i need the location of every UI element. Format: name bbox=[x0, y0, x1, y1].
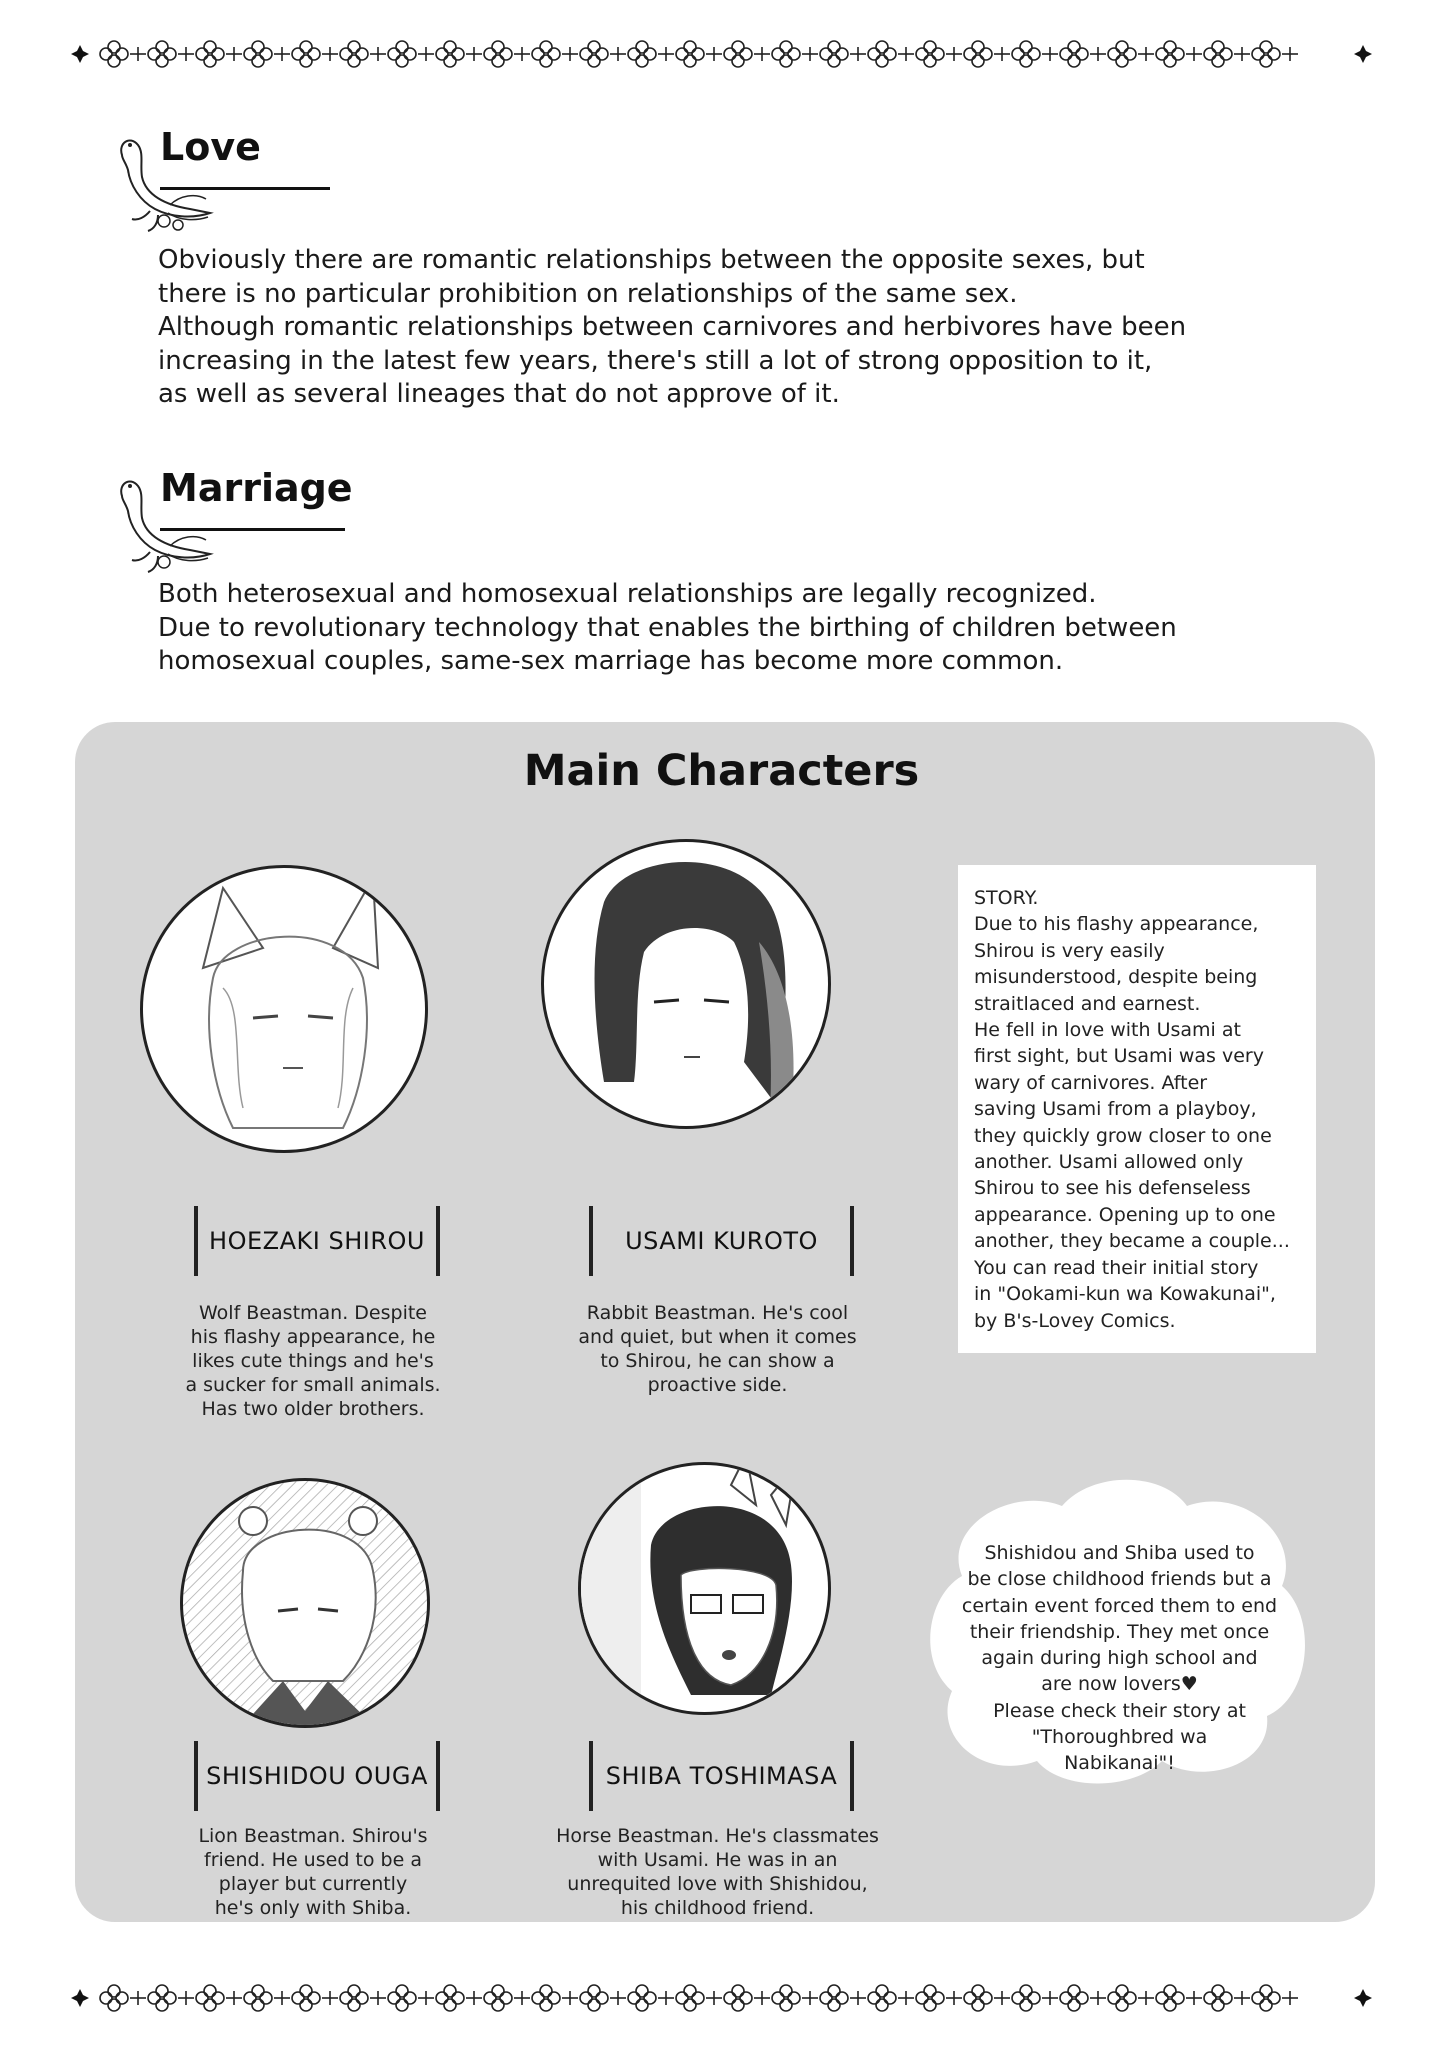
marriage-line: Due to revolutionary technology that enables the birthing of children between bbox=[158, 612, 1177, 643]
ornamental-border-bottom bbox=[70, 1978, 1373, 2018]
story-line: by B's-Lovey Comics. bbox=[974, 1309, 1176, 1332]
description-line: Wolf Beastman. Despite bbox=[199, 1302, 427, 1324]
description-line: he's only with Shiba. bbox=[214, 1897, 412, 1919]
story-line: they quickly grow closer to one bbox=[974, 1124, 1272, 1147]
nameplate-hoezaki-shirou bbox=[194, 1206, 440, 1276]
story-line: straitlaced and earnest. bbox=[974, 992, 1201, 1015]
description-line: a sucker for small animals. bbox=[185, 1374, 441, 1396]
marriage-line: homosexual couples, same-sex marriage has become more common. bbox=[158, 646, 1064, 676]
story-label: STORY. bbox=[974, 887, 1039, 909]
story-line: another. Usami allowed only bbox=[974, 1151, 1244, 1174]
description-line: his childhood friend. bbox=[620, 1897, 815, 1919]
love-line: as well as several lineages that do not approve of it. bbox=[158, 379, 840, 409]
horse-character-illustration bbox=[581, 1465, 828, 1712]
description-line: Has two older brothers. bbox=[201, 1398, 425, 1420]
description-shiba-toshimasa bbox=[530, 1824, 905, 1920]
bubble-line: be close childhood friends but a bbox=[967, 1568, 1272, 1591]
portrait-shishidou-ouga bbox=[180, 1478, 430, 1728]
description-line: proactive side. bbox=[647, 1374, 788, 1396]
description-usami-kuroto bbox=[550, 1301, 885, 1397]
description-shishidou-ouga bbox=[158, 1824, 468, 1920]
story-box bbox=[958, 865, 1316, 1353]
story-line: Due to his flashy appearance, bbox=[974, 913, 1259, 936]
ornamental-border-top bbox=[70, 34, 1373, 74]
bubble-line: "Thoroughbred wa bbox=[1031, 1726, 1208, 1749]
description-line: to Shirou, he can show a bbox=[600, 1350, 835, 1372]
marriage-paragraph bbox=[158, 578, 1338, 679]
description-line: unrequited love with Shishidou, bbox=[567, 1873, 868, 1895]
love-line: Obviously there are romantic relationships between the opposite sexes, but bbox=[158, 245, 1145, 275]
story-line: wary of carnivores. After bbox=[974, 1071, 1208, 1094]
bubble-line: are now lovers♥ bbox=[1041, 1673, 1198, 1696]
portrait-shiba-toshimasa bbox=[578, 1462, 831, 1715]
description-line: friend. He used to be a bbox=[204, 1849, 422, 1871]
bubble-line: their friendship. They met once bbox=[969, 1620, 1270, 1643]
rabbit-character-illustration bbox=[544, 842, 828, 1126]
portrait-hoezaki-shirou bbox=[140, 865, 428, 1153]
story-line: saving Usami from a playboy, bbox=[974, 1098, 1257, 1121]
description-line: his flashy appearance, he bbox=[190, 1326, 436, 1348]
wolf-character-illustration bbox=[143, 868, 425, 1150]
description-line: and quiet, but when it comes bbox=[578, 1326, 857, 1348]
description-line: player but currently bbox=[218, 1873, 408, 1895]
bubble-line: Shishidou and Shiba used to bbox=[984, 1542, 1255, 1564]
bubble-line: Nabikanai"! bbox=[1064, 1752, 1175, 1775]
marriage-heading-underline bbox=[160, 528, 345, 531]
story-line: He fell in love with Usami at bbox=[974, 1019, 1241, 1042]
story-line: in "Ookami-kun wa Kowakunai", bbox=[974, 1283, 1276, 1306]
marriage-heading bbox=[110, 466, 370, 576]
love-heading bbox=[110, 125, 370, 235]
story-line: first sight, but Usami was very bbox=[974, 1045, 1264, 1068]
speech-bubble bbox=[922, 1466, 1317, 1796]
love-heading-underline bbox=[160, 187, 330, 190]
bubble-line: certain event forced them to end bbox=[961, 1594, 1278, 1617]
main-characters-title: Main Characters bbox=[523, 746, 920, 796]
story-line: You can read their initial story bbox=[974, 1256, 1259, 1279]
marriage-line: Both heterosexual and homosexual relationships are legally recognized. bbox=[158, 579, 1097, 609]
marriage-heading-text: Marriage bbox=[160, 466, 353, 510]
love-line: Although romantic relationships between carnivores and herbivores have been bbox=[158, 312, 1187, 342]
nameplate-shishidou-ouga bbox=[194, 1741, 440, 1811]
story-line: another, they became a couple... bbox=[974, 1230, 1290, 1253]
love-heading-text: Love bbox=[160, 125, 261, 169]
portrait-usami-kuroto bbox=[541, 839, 831, 1129]
description-line: Lion Beastman. Shirou's bbox=[198, 1825, 428, 1847]
bubble-line: Please check their story at bbox=[993, 1699, 1246, 1722]
nameplate-usami-kuroto bbox=[589, 1206, 854, 1276]
character-name: USAMI KUROTO bbox=[625, 1227, 818, 1255]
description-line: Horse Beastman. He's classmates bbox=[556, 1825, 879, 1847]
character-name: SHISHIDOU OUGA bbox=[206, 1762, 428, 1790]
description-line: with Usami. He was in an bbox=[597, 1849, 838, 1871]
story-line: appearance. Opening up to one bbox=[974, 1203, 1276, 1226]
description-hoezaki-shirou bbox=[158, 1301, 468, 1421]
description-line: likes cute things and he's bbox=[192, 1350, 434, 1372]
character-name: HOEZAKI SHIROU bbox=[209, 1227, 425, 1255]
description-line: Rabbit Beastman. He's cool bbox=[586, 1302, 849, 1324]
love-line: there is no particular prohibition on relationships of the same sex. bbox=[158, 278, 1018, 309]
nameplate-shiba-toshimasa bbox=[589, 1741, 854, 1811]
story-line: Shirou is very easily bbox=[974, 939, 1165, 962]
story-line: misunderstood, despite being bbox=[974, 966, 1258, 989]
love-paragraph bbox=[158, 244, 1338, 412]
story-line: Shirou to see his defenseless bbox=[974, 1177, 1251, 1200]
love-line: increasing in the latest few years, there's still a lot of strong opposition to it, bbox=[158, 345, 1153, 376]
lion-character-illustration bbox=[183, 1481, 427, 1725]
bubble-line: again during high school and bbox=[981, 1647, 1258, 1670]
character-name: SHIBA TOSHIMASA bbox=[605, 1762, 838, 1790]
bubble-text bbox=[952, 1540, 1287, 1777]
